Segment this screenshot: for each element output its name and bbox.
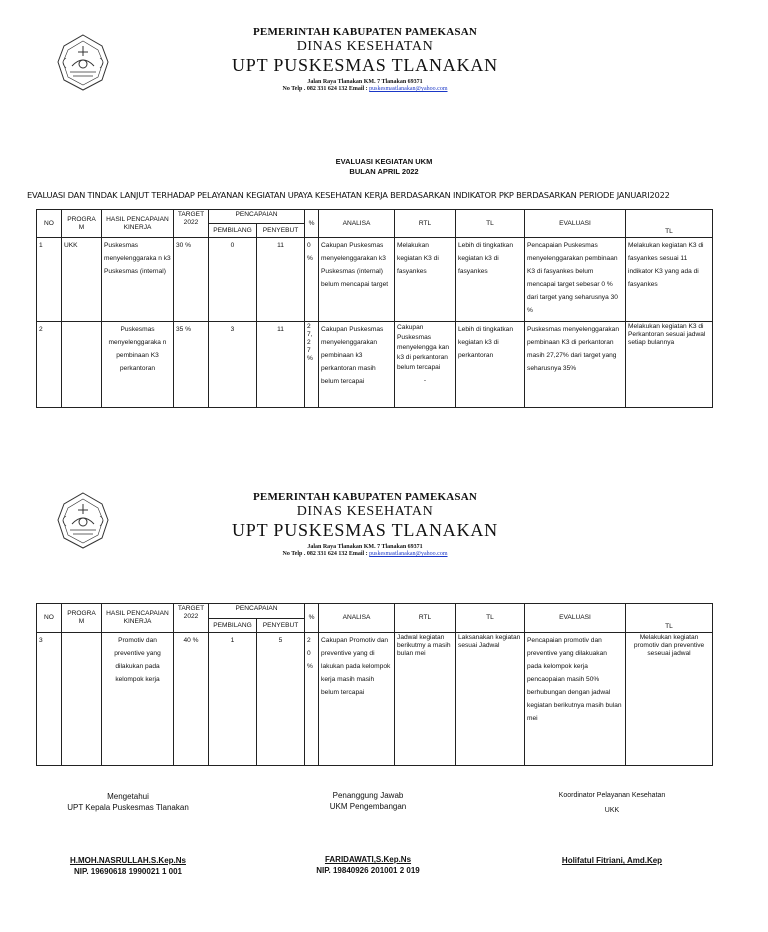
col-persen: % (305, 604, 319, 633)
sig-role: Mengetahui (107, 792, 149, 801)
evaluation-table-1 (36, 209, 713, 408)
sig-nip: NIP. 19840926 201001 2 019 (316, 866, 420, 875)
cell-tl: Lebih di tingkatkan kegiatan k3 di fasyankes (456, 238, 525, 322)
rtl-mark: - (423, 377, 427, 384)
col-target: TARGET 2022 (174, 210, 209, 238)
cell-target: 30 % (174, 238, 209, 322)
cell-tl2: Melakukan kegiatan promotiv dan preventive seseuai jadwal (626, 633, 713, 766)
col-evaluasi: EVALUASI (525, 210, 626, 238)
cell-persen: 2 0 % (305, 633, 319, 766)
cell-penyebut: 5 (257, 633, 305, 766)
col-no: NO (37, 604, 62, 633)
letterhead-bottom (200, 491, 530, 557)
cell-target: 35 % (174, 322, 209, 408)
cell-evaluasi: Puskesmas menyelenggarakan pembinaan K3 di perkantoran masih 27,27% dari target yang seharusnya 35% (525, 322, 626, 408)
col-program: PROGRA M (62, 210, 102, 238)
pamekasan-emblem-logo (52, 490, 114, 552)
phone-text: No Telp . 082 331 624 132 Email : (282, 551, 370, 557)
cell-evaluasi: Pencapaian promotiv dan preventive yang dilakuakan pada kelompok kerja pencaopaian masih 50% berhubungan dengan jadwal kegiatan berikutnya masih bulan mei (525, 633, 626, 766)
gov-name: PEMERINTAH KABUPATEN PAMEKASAN (253, 491, 477, 503)
cell-target: 40 % (174, 633, 209, 766)
cell-evaluasi: Pencapaian Puskesmas menyelenggarakan pembinaan K3 di fasyankes belum mencapai target sebesar 0 % dari target yang seharusnya 30 % (525, 238, 626, 322)
cell-hasil: Promotiv dan preventive yang dilakukan pada kelompok kerja (102, 633, 174, 766)
rtl-text: Cakupan Puskesmas menyelengga kan k3 di perkantoran belum tercapai (397, 324, 450, 371)
cell-rtl: Melakukan kegiatan K3 di fasyankes (395, 238, 456, 322)
table-row (37, 322, 713, 408)
col-hasil: HASIL PENCAPAIAN KINERJA (102, 210, 174, 238)
col-persen: % (305, 210, 319, 238)
cell-analisa: Cakupan Puskesmas menyelenggarakan k3 Puskesmas (internal) belum mencapai target (319, 238, 395, 322)
col-no: NO (37, 210, 62, 238)
signature-block-pj (268, 790, 468, 876)
sig-position: UKK (604, 807, 620, 814)
col-analisa: ANALISA (319, 210, 395, 238)
sig-role: Koordinator Pelayanan Kesehatan (558, 792, 666, 799)
cell-tl2: Melakukan kegiatan K3 di fasyankes sesuai 11 indikator K3 yang ada di fasyankes (626, 238, 713, 322)
puskesmas-name: UPT PUSKESMAS TLANAKAN (232, 55, 498, 75)
cell-tl2: Melakukan kegiatan K3 di Perkantoran sesuai jadwal setiap bulannya (626, 322, 713, 408)
report-period: BULAN APRIL 2022 (349, 167, 419, 176)
sig-name: H.MOH.NASRULLAH.S.Kep.Ns (69, 856, 186, 865)
cell-penyebut: 11 (257, 322, 305, 408)
email-link[interactable]: puskesmastlanakan@yahoo.com (369, 551, 448, 557)
cell-penyebut: 11 (257, 238, 305, 322)
col-program: PROGRA M (62, 604, 102, 633)
cell-tl: Laksanakan kegiatan sesuai Jadwal (456, 633, 525, 766)
report-subtitle: EVALUASI DAN TINDAK LANJUT TERHADAP PELAYANAN KEGIATAN UPAYA KESEHATAN KERJA BERDASARKAN INDIKATOR PKP BERDASARKAN PERIODE JANUARI2022 (27, 190, 670, 200)
pamekasan-emblem-logo (52, 32, 114, 94)
cell-persen: 2 7, 2 7 % (305, 322, 319, 408)
col-tl: TL (456, 210, 525, 238)
col-rtl: RTL (395, 604, 456, 633)
cell-hasil: Puskesmas menyelenggaraka n k3 Puskesmas (internal) (102, 238, 174, 322)
report-title: EVALUASI KEGIATAN UKM (335, 157, 433, 166)
dept-name: DINAS KESEHATAN (296, 39, 434, 54)
cell-rtl: Jadwal kegiatan berikutmy a masih bulan mei (395, 633, 456, 766)
contact-line (200, 551, 530, 557)
col-evaluasi: EVALUASI (525, 604, 626, 633)
sig-name: Holifatul Fitriani, Amd.Kep (561, 856, 663, 865)
gov-name: PEMERINTAH KABUPATEN PAMEKASAN (253, 26, 477, 38)
col-target: TARGET 2022 (174, 604, 209, 633)
cell-program (62, 633, 102, 766)
col-penyebut: PENYEBUT (257, 619, 305, 633)
sig-role: Penanggung Jawab (332, 791, 404, 800)
address: Jalan Raya Tlanakan KM. 7 Tlanakan 69371 (307, 544, 423, 550)
col-tl2: TL (626, 604, 713, 633)
cell-program: UKK (62, 238, 102, 322)
col-analisa: ANALISA (319, 604, 395, 633)
cell-no: 3 (37, 633, 62, 766)
col-rtl: RTL (395, 210, 456, 238)
cell-hasil: Puskesmas menyelenggaraka n pembinaan K3 perkantoran (102, 322, 174, 408)
address: Jalan Raya Tlanakan KM. 7 Tlanakan 69371 (307, 79, 423, 85)
puskesmas-name: UPT PUSKESMAS TLANAKAN (232, 520, 498, 540)
cell-pembilang: 0 (209, 238, 257, 322)
sig-nip: NIP. 19690618 1990021 1 001 (74, 867, 182, 876)
signature-block-koordinator (522, 790, 702, 866)
cell-pembilang: 1 (209, 633, 257, 766)
cell-rtl (395, 322, 456, 408)
dept-name: DINAS KESEHATAN (296, 504, 434, 519)
col-tl2: TL (626, 210, 713, 238)
col-pembilang: PEMBILANG (209, 224, 257, 238)
col-hasil: HASIL PENCAPAIAN KINERJA (102, 604, 174, 633)
sig-position: UKM Pengembangan (329, 802, 407, 811)
sig-name: FARIDAWATI,S.Kep.Ns (324, 855, 412, 864)
signature-block-head (28, 791, 228, 877)
letterhead-top (200, 26, 530, 92)
col-pembilang: PEMBILANG (209, 619, 257, 633)
col-pencapaian: PENCAPAIAN (209, 604, 305, 619)
sig-position: UPT Kepala Puskesmas Tlanakan (67, 803, 189, 812)
cell-no: 1 (37, 238, 62, 322)
col-tl: TL (456, 604, 525, 633)
cell-analisa: Cakupan Promotiv dan preventive yang di lakukan pada kelompok kerja masih masih belum tercapai (319, 633, 395, 766)
cell-pembilang: 3 (209, 322, 257, 408)
cell-analisa: Cakupan Puskesmas menyelenggarakan pembinaan k3 perkantoran masih belum tercapai (319, 322, 395, 408)
contact-line (200, 86, 530, 92)
evaluation-table-2 (36, 603, 713, 766)
table-row (37, 238, 713, 322)
cell-persen: 0 % (305, 238, 319, 322)
col-penyebut: PENYEBUT (257, 224, 305, 238)
col-pencapaian: PENCAPAIAN (209, 210, 305, 224)
cell-tl: Lebih di tingkatkan kegiatan k3 di perkantoran (456, 322, 525, 408)
table-row (37, 633, 713, 766)
email-link[interactable]: puskesmastlanakan@yahoo.com (369, 86, 448, 92)
phone-text: No Telp . 082 331 624 132 Email : (282, 86, 370, 92)
cell-program (62, 322, 102, 408)
cell-no: 2 (37, 322, 62, 408)
